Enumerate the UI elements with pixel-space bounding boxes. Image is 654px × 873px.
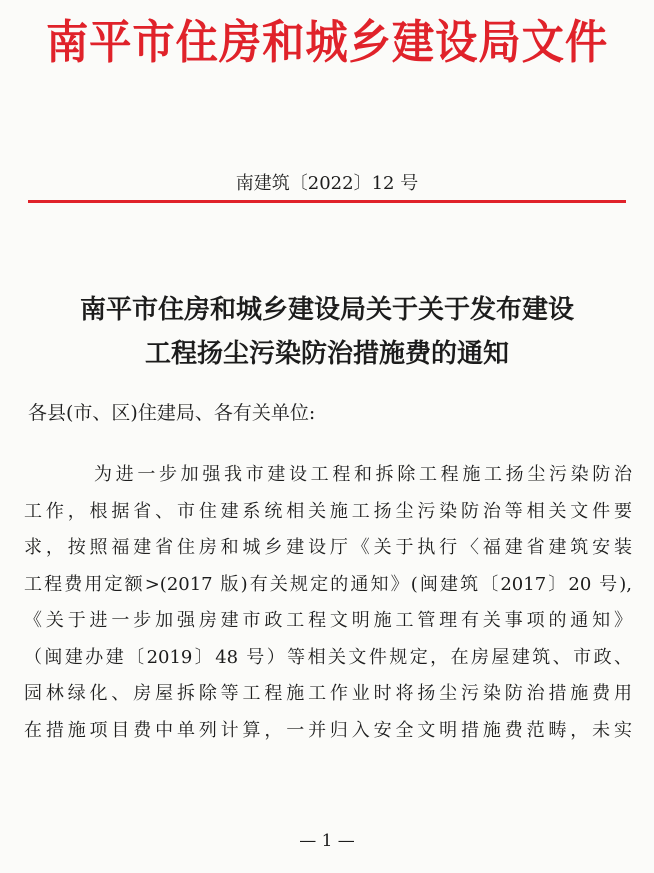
red-divider-line xyxy=(28,200,626,203)
body-line: 工作，根据省、市住建系统相关施工扬尘污染防治等相关文件要 xyxy=(24,500,632,522)
body-line: 《关于进一步加强房建市政工程文明施工管理有关事项的通知》 xyxy=(24,610,632,631)
title-line: 工程扬尘污染防治措施费的通知 xyxy=(144,339,509,369)
document-title xyxy=(0,288,654,376)
body-line: 为进一步加强我市建设工程和拆除工程施工扬尘污染防治 xyxy=(94,464,632,485)
body-line: 工程费用定额>(2017 版)有关规定的通知》(闽建筑〔2017〕20 号), xyxy=(24,573,632,595)
page-number: — 1 — xyxy=(299,831,355,851)
salutation: 各县(市、区)住建局、各有关单位: xyxy=(28,402,316,424)
body-text xyxy=(24,457,632,749)
title-line: 南平市住房和城乡建设局关于关于发布建设 xyxy=(79,295,574,325)
body-line: 在措施项目费中单列计算，一并归入安全文明措施费范畴，未实 xyxy=(24,719,632,741)
issuer-masthead: 南平市住房和城乡建设局文件 xyxy=(45,15,609,69)
document-number: 南建筑〔2022〕12 号 xyxy=(235,173,419,194)
body-line: 园林绿化、房屋拆除等工程施工作业时将扬尘污染防治措施费用 xyxy=(24,683,632,704)
body-line: （闽建办建〔2019〕48 号）等相关文件规定，在房屋建筑、市政、 xyxy=(24,646,632,668)
body-line: 求，按照福建省住房和城乡建设厅《关于执行〈福建省建筑安装 xyxy=(24,537,632,558)
